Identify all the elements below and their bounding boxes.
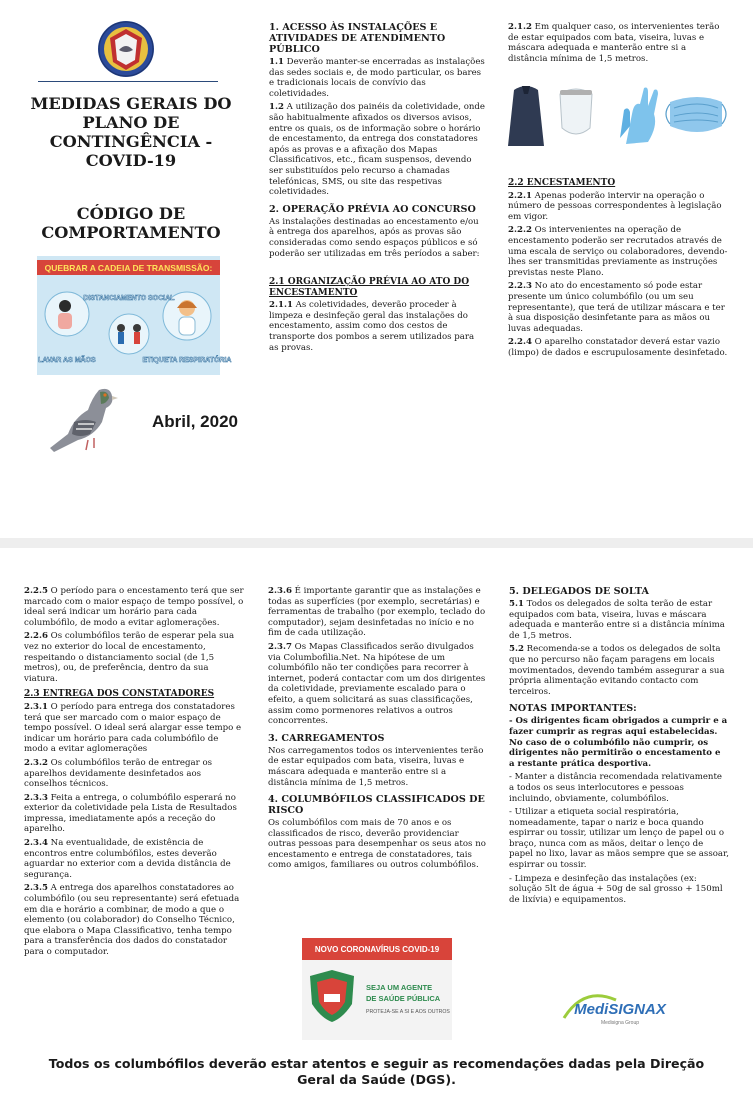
clause-5-2: 5.2 Recomenda-se a todos os delegados de solta que no percurso não façam paragens em locais movimentados, devendo também assegurar a sua própria alimentação evitando contacto com terceiros. <box>509 644 725 697</box>
clause-2-3-3: 2.3.3 Feita a entrega, o columbófilo esperará no exterior da coletividade pela Lista de Resultados impressa, imediatamente após a receção do aparelho. <box>24 792 237 835</box>
face-mask-image <box>666 97 726 132</box>
page1-column-3 <box>508 22 728 67</box>
brochure-subtitle: CÓDIGO DE COMPORTAMENTO <box>41 204 221 242</box>
gloves-image <box>620 88 658 145</box>
clause-2-2-6: 2.2.6 Os columbófilos terão de esperar pela sua vez no exterior do local de encestamento, respeitando o distanciamento social (de 1,5 metros), ou, de preferência, dentro da sua viatura. <box>24 631 235 684</box>
club-crest-logo <box>97 20 155 78</box>
clause-2-2-3: 2.2.3 No ato do encestamento só pode estar presente um único columbófilo (ou um seu representante), que terá de utilizar máscara e ter à sua disposição desinfetante para as mãos ou luvas adequadas. <box>508 281 725 334</box>
footer-notice: Todos os columbófilos deverão estar atentos e seguir as recomendações dadas pela Direção Geral da Saúde (DGS). <box>48 1056 705 1087</box>
dgs-public-health-banner <box>302 938 452 1040</box>
section-4-heading: 4. COLUMBÓFILOS CLASSIFICADOS DE RISCO <box>268 794 485 817</box>
page1-column-2 <box>269 22 485 356</box>
section-2-1-heading: 2.1 ORGANIZAÇÃO PRÉVIA AO ATO DO ENCESTAMENTO <box>269 277 470 298</box>
page1-column-3-lower <box>508 178 728 362</box>
banner-line-3: PROTEJA-SE A SI E AOS OUTROS <box>366 1009 450 1015</box>
graphic-wash-hands-label: LAVAR AS MÃOS <box>38 357 96 364</box>
notes-heading: NOTAS IMPORTANTES: <box>509 703 637 715</box>
clause-2-3-2: 2.3.2 Os columbófilos terão de entregar os aparelhos devidamente desinfetados aos conselhos técnicos. <box>24 757 213 790</box>
clause-2-3-6: 2.3.6 É importante garantir que as instalações e todas as superfícies (por exemplo, secretárias) e ferramentas de trabalho (por exemplo, teclado do computador), sejam desinfetadas no início e no fim de cada utilização. <box>268 586 486 639</box>
transmission-chain-graphic <box>37 256 232 375</box>
clause-2-1-2: 2.1.2 Em qualquer caso, os intervenientes terão de estar equipados com bata, viseira, luvas e máscara adequada e manterão entre si a distância mínima de 1,5 metros. <box>508 22 720 64</box>
clause-2-2-4: 2.2.4 O aparelho constatador deverá estar vazio (limpo) de dados e escrupulosamente desinfetado. <box>508 337 728 358</box>
note-1: - Os dirigentes ficam obrigados a cumprir e a fazer cumprir as regras aqui estabelecidas. No caso de o columbófilo não cumprir, os dirigentes não permitirão o encestamento e a restante prática desportiva. <box>509 716 728 769</box>
logo-tagline: Medisigna Group <box>600 1020 640 1026</box>
clause-2-3-4: 2.3.4 Na eventualidade, de existência de encontros entre columbófilos, estes deverão aguardar no exterior com a devida distância de segurança. <box>24 838 231 880</box>
medisignax-logo <box>554 978 686 1036</box>
section-1-heading: 1. ACESSO ÀS INSTALAÇÕES E ATIVIDADES DE ATENDIMENTO PÚBLICO <box>269 22 446 55</box>
section-2-2-heading: 2.2 ENCESTAMENTO <box>508 178 616 188</box>
section-3-heading: 3. CARREGAMENTOS <box>268 732 385 744</box>
protective-equipment-images <box>508 80 728 150</box>
publication-date: Abril, 2020 <box>152 412 238 431</box>
section-4-text: Os columbófilos com mais de 70 anos e os classificados de risco, deverão providenciar outras pessoas para desempenhar os seus atos no encestamento e entrega de constatadores, tais como amigos, familiares ou outros columbófilos. <box>268 818 486 871</box>
graphic-etiquette-label: ETIQUETA RESPIRATÓRIA <box>142 357 232 364</box>
page2-column-1 <box>24 586 244 961</box>
brochure-title: MEDIDAS GERAIS DO PLANO DE CONTINGÊNCIA - COVID-19 <box>30 94 232 170</box>
page2-column-3 <box>509 586 729 908</box>
clause-1-2: 1.2 A utilização dos painéis da coletividade, onde são habitualmente afixados os diversos avisos, entre os quais, os de informação sobre o horário de encestamento, da entrega dos constatadores após as provas e a afixação dos Mapas Classificativos, etc., ficam suspensos, devendo ser substituídos pelo recurso a chamadas telefónicas, SMS, ou site das respetivas coletividades. <box>269 102 486 198</box>
face-shield-image <box>560 89 592 134</box>
clause-2-3-5: 2.3.5 A entrega dos aparelhos constatadores ao columbófilo (ou seu representante) será efetuada em dia e horário a combinar, de modo a que o elemento (ou colaborador) do Conselho Técnico, que elabora o Mapa Classificativo, tenha tempo para a transferência dos dados do constatador para o computador. <box>24 883 240 957</box>
page2-column-2 <box>268 586 488 874</box>
banner-line-1: SEJA UM AGENTE <box>366 983 433 992</box>
graphic-banner-text: QUEBRAR A CADEIA DE TRANSMISSÃO: <box>44 263 213 273</box>
note-2: - Manter a distância recomendada relativamente a todos os seus interlocutores e pessoas incluindo, obviamente, columbófilos. <box>509 772 723 804</box>
graphic-distancing-label: DISTANCIAMENTO SOCIAL <box>83 295 175 302</box>
page-separator <box>0 538 753 548</box>
clause-2-3-1: 2.3.1 O período para entrega dos constatadores terá que ser marcado com o maior espaço de tempo possível. O ideal será alargar esse tempo e indicar um horário para cada columbófilo de modo a evitar aglomerações <box>24 701 242 755</box>
clause-2-3-7: 2.3.7 Os Mapas Classificados serão divulgados via Columbofilia.Net. Na hipótese de um columbófilo não ter condições para recorrer à internet, poderá contactar com um dos dirigentes da coletividade, previamente escalado para o efeito, a quem solicitará as suas classificações, assim como pormenores relativos a outros concorrentes. <box>268 641 486 727</box>
brochure-page-1 <box>0 0 753 538</box>
clause-2-2-1: 2.2.1 Apenas poderão intervir na operação o número de pessoas correspondentes à legislação em vigor. <box>508 190 722 222</box>
title-divider <box>38 81 218 82</box>
logo-brand: MediSIGNAX <box>574 1001 666 1018</box>
banner-line-2: DE SAÚDE PÚBLICA <box>366 994 441 1003</box>
banner-title: NOVO CORONAVÍRUS COVID-19 <box>314 945 440 954</box>
section-2-3-heading: 2.3 ENTREGA DOS CONSTATADORES <box>24 689 215 700</box>
clause-2-2-2: 2.2.2 Os intervenientes na operação de encestamento poderão ser recrutados através de uma escala de serviço ou colaboradores, devendo-lhes ser transmitidas previamente as instruções previstas neste Plano. <box>508 225 728 278</box>
gown-image <box>508 86 544 146</box>
note-4: - Limpeza e desinfeção das instalações (ex: solução 5lt de água + 50g de sal grosso + 150ml de lixívia) e equipamentos. <box>509 873 723 905</box>
clause-2-1-1: 2.1.1 As coletividades, deverão proceder à limpeza e desinfeção geral das instalações do encestamento, assim como dos cestos de transporte dos pombos a serem utilizados para as provas. <box>269 300 475 353</box>
section-5-heading: 5. DELEGADOS DE SOLTA <box>509 586 649 597</box>
clause-2-2-5: 2.2.5 O período para o encestamento terá que ser marcado com o maior espaço de tempo possível, o ideal será indicar um horário para cada columbófilo, de modo a evitar aglomerações. <box>24 586 244 628</box>
racing-pigeon-image <box>44 378 124 460</box>
section-3-text: Nos carregamentos todos os intervenientes terão de estar equipados com bata, viseira, luvas e máscara adequada e manterão entre si a distância mínima de 1,5 metros. <box>268 745 484 788</box>
section-2-heading: 2. OPERAÇÃO PRÉVIA AO CONCURSO <box>269 203 476 215</box>
clause-5-1: 5.1 Todos os delegados de solta terão de estar equipados com bata, viseira, luvas e máscara adequada e manterão entre si a distância mínima de 1,5 metros. <box>509 599 725 641</box>
note-3: - Utilizar a etiqueta social respiratória, nomeadamente, tapar o nariz e boca quando espirrar ou tossir, utilizar um lenço de papel ou o braço, nunca com as mãos, deitar o lenço de papel no lixo, lavar as mãos sempre que se assoar, espirrar ou tossir. <box>509 807 729 871</box>
section-2-text: As instalações destinadas ao encestamento e/ou à entrega dos aparelhos, após as provas são consideradas como sendo espaços públicos e só poderão ser utilizadas em três períodos a saber: <box>269 216 480 259</box>
clause-1-1: 1.1 Deverão manter-se encerradas as instalações das sedes sociais e, de modo particular, os bares e tradicionais locais de convívio das coletividades. <box>269 57 485 99</box>
